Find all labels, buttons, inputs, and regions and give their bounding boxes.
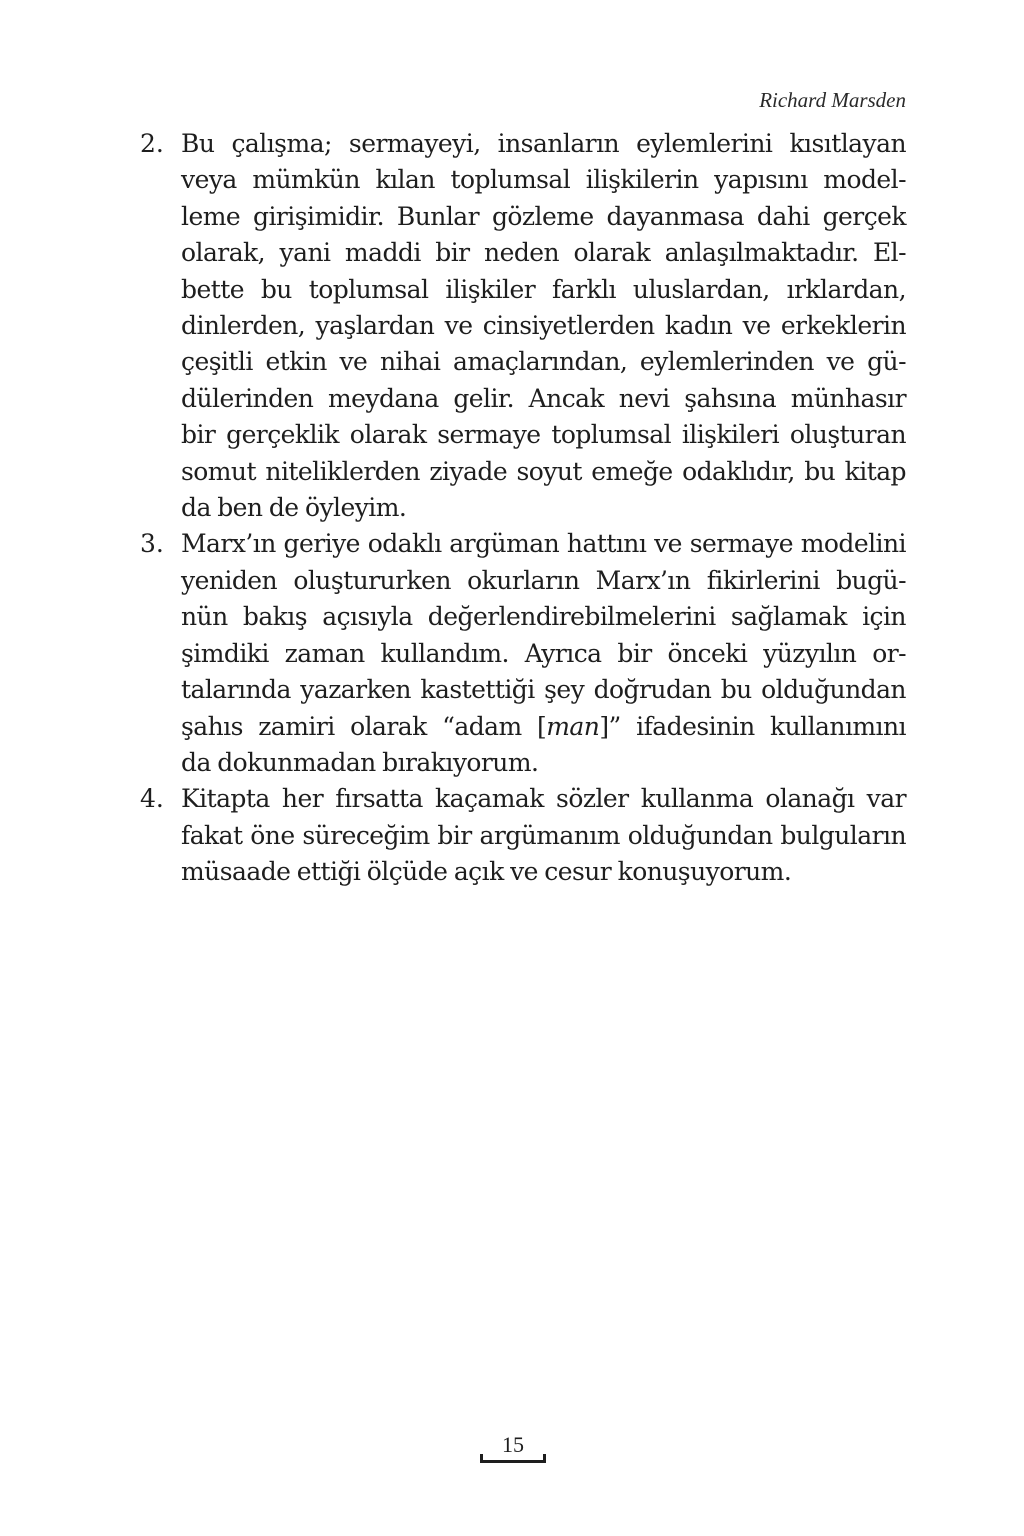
list-item-number: 4. [140, 784, 164, 814]
text-line: Bu çalışma; sermayeyi, insanların eylemlerini kısıtlayan [181, 129, 906, 158]
text-line: olarak, yani maddi bir neden olarak anlaşılmaktadır. El- [181, 238, 906, 268]
text-line-with-italic [181, 709, 906, 745]
text-line: somut niteliklerden ziyade soyut emeğe odaklıdır, bu kitap [181, 456, 906, 486]
text-line: da dokunmadan bırakıyorum. [181, 747, 539, 777]
list-item-text [181, 781, 906, 890]
text-line: veya mümkün kılan toplumsal ilişkilerin yapısını model- [181, 165, 906, 195]
list-item-3 [140, 526, 906, 781]
page-body [140, 126, 906, 891]
text-line: fakat öne süreceğim bir argümanım olduğundan bulguların [181, 820, 906, 850]
text-line: dinlerden, yaşlardan ve cinsiyetlerden kadın ve erkeklerin [181, 311, 906, 341]
text-line: da ben de öyleyim. [181, 493, 407, 523]
text-line: Marx’ın geriye odaklı argüman hattını ve sermaye modelini [181, 529, 906, 559]
page-number-rule [480, 1460, 546, 1463]
page-footer [480, 1432, 546, 1466]
list-item-number: 3. [140, 529, 164, 559]
text-line: çeşitli etkin ve nihai amaçlarından, eylemlerinden ve gü- [181, 347, 906, 377]
text-line: müsaade ettiği ölçüde açık ve cesur konuşuyorum. [181, 857, 792, 887]
page-number: 15 [502, 1432, 524, 1457]
text-segment: ]” ifadesinin kullanımını [599, 711, 906, 741]
running-header-author: Richard Marsden [759, 88, 906, 112]
list-item-number: 2. [140, 129, 164, 158]
list-item-text [181, 526, 906, 781]
text-line: yeniden oluştururken okurların Marx’ın fikirlerini bugü- [181, 565, 906, 595]
list-item-2 [140, 126, 906, 526]
list-item-4 [140, 781, 906, 890]
text-line: bir gerçeklik olarak sermaye toplumsal ilişkileri oluşturan [181, 420, 906, 450]
list-item-text [181, 126, 906, 526]
text-segment: şahıs zamiri olarak “adam [ [181, 711, 547, 741]
italic-term: man [546, 711, 600, 741]
text-line: Kitapta her fırsatta kaçamak sözler kullanma olanağı var [181, 784, 906, 814]
text-line: nün bakış açısıyla değerlendirebilmelerini sağlamak için [181, 602, 906, 632]
text-line: talarında yazarken kastettiği şey doğrudan bu olduğundan [181, 675, 906, 705]
text-line: şimdiki zaman kullandım. Ayrıca bir önceki yüzyılın or- [181, 638, 906, 668]
text-line: dülerinden meydana gelir. Ancak nevi şahsına münhasır [181, 383, 906, 413]
text-line: bette bu toplumsal ilişkiler farklı uluslardan, ırklardan, [181, 274, 906, 304]
text-line: leme girişimidir. Bunlar gözleme dayanmasa dahi gerçek [181, 201, 906, 231]
